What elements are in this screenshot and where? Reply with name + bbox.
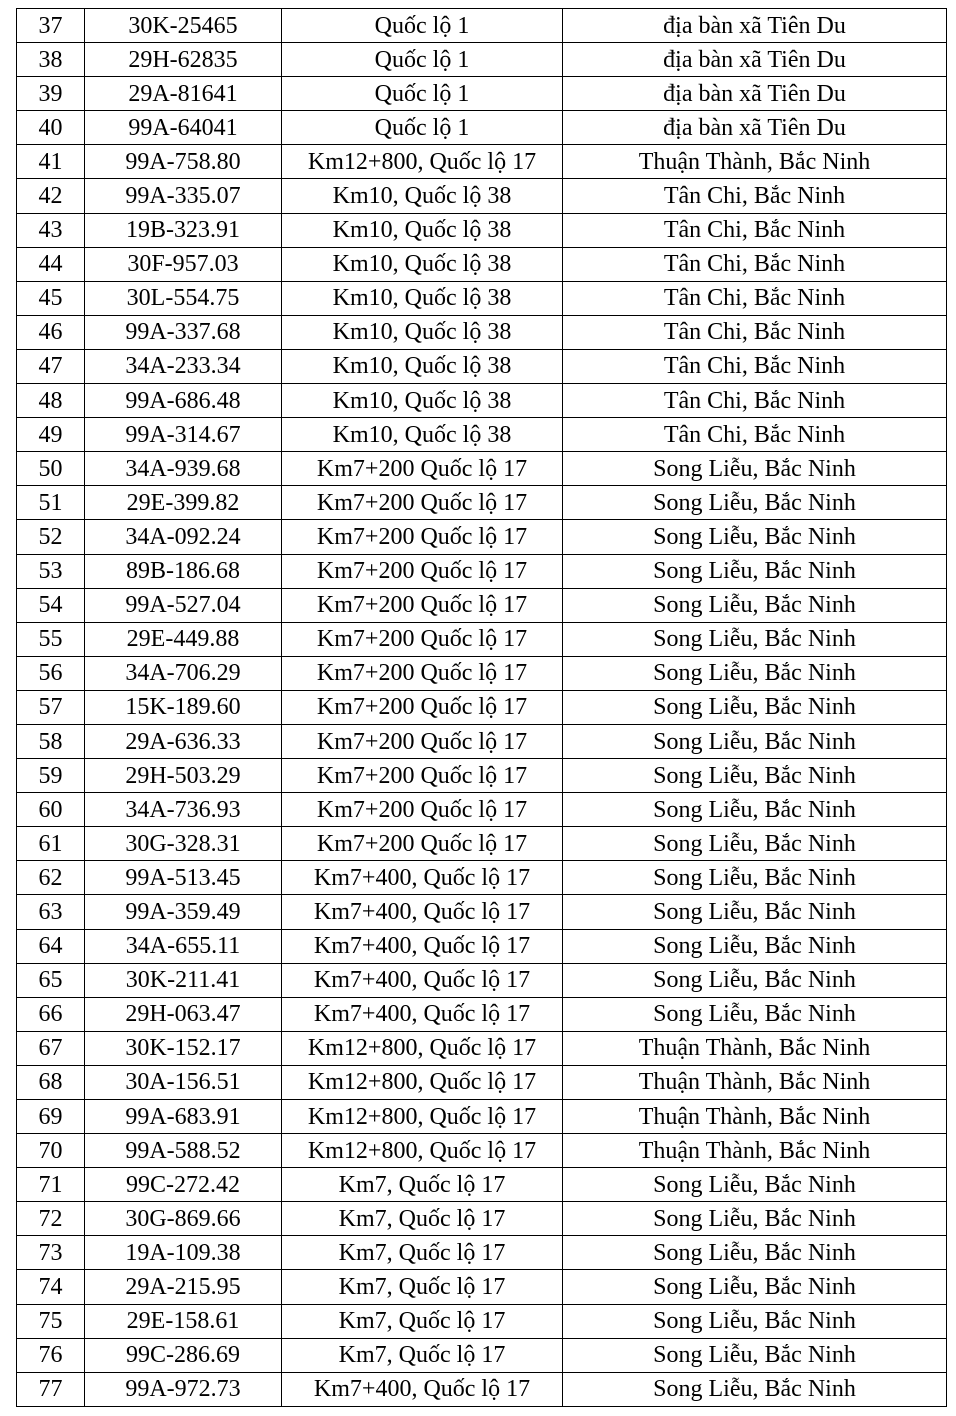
license-plate-cell: 34A-706.29 [85, 656, 282, 690]
location-cell: Km7, Quốc lộ 17 [282, 1236, 563, 1270]
license-plate-cell: 30G-869.66 [85, 1202, 282, 1236]
location-cell: Km7+200 Quốc lộ 17 [282, 724, 563, 758]
location-cell: Km10, Quốc lộ 38 [282, 384, 563, 418]
row-number-cell: 50 [17, 452, 85, 486]
table-row [17, 520, 947, 554]
row-number-cell: 75 [17, 1304, 85, 1338]
row-number-cell: 76 [17, 1338, 85, 1372]
location-cell: Km7+200 Quốc lộ 17 [282, 588, 563, 622]
license-plate-cell: 99C-286.69 [85, 1338, 282, 1372]
row-number-cell: 61 [17, 827, 85, 861]
table-row [17, 77, 947, 111]
area-cell: Tân Chi, Bắc Ninh [563, 315, 947, 349]
table-row [17, 1031, 947, 1065]
row-number-cell: 74 [17, 1270, 85, 1304]
location-cell: Quốc lộ 1 [282, 111, 563, 145]
location-cell: Km10, Quốc lộ 38 [282, 315, 563, 349]
table-row [17, 43, 947, 77]
location-cell: Km12+800, Quốc lộ 17 [282, 1065, 563, 1099]
license-plate-cell: 29H-62835 [85, 43, 282, 77]
location-cell: Km12+800, Quốc lộ 17 [282, 1100, 563, 1134]
area-cell: Thuận Thành, Bắc Ninh [563, 1065, 947, 1099]
table-row [17, 622, 947, 656]
table-row [17, 384, 947, 418]
table-row [17, 1270, 947, 1304]
area-cell: Song Liễu, Bắc Ninh [563, 759, 947, 793]
license-plate-cell: 29E-399.82 [85, 486, 282, 520]
row-number-cell: 72 [17, 1202, 85, 1236]
license-plate-cell: 30G-328.31 [85, 827, 282, 861]
area-cell: Song Liễu, Bắc Ninh [563, 997, 947, 1031]
area-cell: Song Liễu, Bắc Ninh [563, 861, 947, 895]
area-cell: Tân Chi, Bắc Ninh [563, 281, 947, 315]
license-plate-cell: 99A-337.68 [85, 315, 282, 349]
area-cell: Song Liễu, Bắc Ninh [563, 1304, 947, 1338]
location-cell: Km10, Quốc lộ 38 [282, 418, 563, 452]
row-number-cell: 59 [17, 759, 85, 793]
location-cell: Km7+400, Quốc lộ 17 [282, 895, 563, 929]
license-plate-cell: 99A-527.04 [85, 588, 282, 622]
location-cell: Km7, Quốc lộ 17 [282, 1168, 563, 1202]
table-row [17, 1236, 947, 1270]
license-plate-cell: 19B-323.91 [85, 213, 282, 247]
area-cell: Song Liễu, Bắc Ninh [563, 827, 947, 861]
row-number-cell: 69 [17, 1100, 85, 1134]
license-plate-cell: 99A-588.52 [85, 1134, 282, 1168]
area-cell: Song Liễu, Bắc Ninh [563, 1202, 947, 1236]
area-cell: Thuận Thành, Bắc Ninh [563, 1100, 947, 1134]
license-plate-cell: 29E-449.88 [85, 622, 282, 656]
area-cell: Song Liễu, Bắc Ninh [563, 1372, 947, 1406]
row-number-cell: 48 [17, 384, 85, 418]
table-row [17, 1168, 947, 1202]
area-cell: Song Liễu, Bắc Ninh [563, 486, 947, 520]
table-row [17, 827, 947, 861]
location-cell: Km7+400, Quốc lộ 17 [282, 997, 563, 1031]
area-cell: Tân Chi, Bắc Ninh [563, 418, 947, 452]
location-cell: Km7+200 Quốc lộ 17 [282, 759, 563, 793]
location-cell: Km7+400, Quốc lộ 17 [282, 929, 563, 963]
area-cell: Thuận Thành, Bắc Ninh [563, 1031, 947, 1065]
area-cell: Song Liễu, Bắc Ninh [563, 554, 947, 588]
license-plate-cell: 99A-683.91 [85, 1100, 282, 1134]
table-row [17, 486, 947, 520]
table-row [17, 1134, 947, 1168]
row-number-cell: 57 [17, 690, 85, 724]
area-cell: Song Liễu, Bắc Ninh [563, 1168, 947, 1202]
license-plate-cell: 29E-158.61 [85, 1304, 282, 1338]
row-number-cell: 68 [17, 1065, 85, 1099]
area-cell: Song Liễu, Bắc Ninh [563, 1338, 947, 1372]
table-row [17, 1065, 947, 1099]
row-number-cell: 64 [17, 929, 85, 963]
row-number-cell: 53 [17, 554, 85, 588]
table-row [17, 145, 947, 179]
table-row [17, 1304, 947, 1338]
area-cell: Tân Chi, Bắc Ninh [563, 179, 947, 213]
row-number-cell: 77 [17, 1372, 85, 1406]
row-number-cell: 63 [17, 895, 85, 929]
area-cell: Song Liễu, Bắc Ninh [563, 895, 947, 929]
row-number-cell: 40 [17, 111, 85, 145]
row-number-cell: 66 [17, 997, 85, 1031]
area-cell: Song Liễu, Bắc Ninh [563, 793, 947, 827]
license-plate-cell: 29H-063.47 [85, 997, 282, 1031]
license-plate-cell: 30L-554.75 [85, 281, 282, 315]
row-number-cell: 49 [17, 418, 85, 452]
row-number-cell: 58 [17, 724, 85, 758]
license-plate-cell: 99A-64041 [85, 111, 282, 145]
area-cell: Tân Chi, Bắc Ninh [563, 213, 947, 247]
row-number-cell: 65 [17, 963, 85, 997]
location-cell: Km7, Quốc lộ 17 [282, 1304, 563, 1338]
license-plate-cell: 99A-686.48 [85, 384, 282, 418]
row-number-cell: 44 [17, 247, 85, 281]
area-cell: Thuận Thành, Bắc Ninh [563, 145, 947, 179]
license-plate-cell: 34A-736.93 [85, 793, 282, 827]
row-number-cell: 54 [17, 588, 85, 622]
license-plate-cell: 30A-156.51 [85, 1065, 282, 1099]
area-cell: Song Liễu, Bắc Ninh [563, 690, 947, 724]
table-row [17, 213, 947, 247]
license-plate-cell: 99A-314.67 [85, 418, 282, 452]
license-plate-cell: 34A-655.11 [85, 929, 282, 963]
row-number-cell: 43 [17, 213, 85, 247]
license-plate-cell: 30K-211.41 [85, 963, 282, 997]
area-cell: Song Liễu, Bắc Ninh [563, 622, 947, 656]
location-cell: Quốc lộ 1 [282, 9, 563, 43]
row-number-cell: 71 [17, 1168, 85, 1202]
row-number-cell: 41 [17, 145, 85, 179]
license-plate-cell: 34A-939.68 [85, 452, 282, 486]
table-row [17, 281, 947, 315]
table-row [17, 1372, 947, 1406]
license-plate-cell: 99A-335.07 [85, 179, 282, 213]
license-plate-cell: 99A-758.80 [85, 145, 282, 179]
location-cell: Km7+200 Quốc lộ 17 [282, 452, 563, 486]
license-plate-cell: 19A-109.38 [85, 1236, 282, 1270]
row-number-cell: 46 [17, 315, 85, 349]
location-cell: Km12+800, Quốc lộ 17 [282, 145, 563, 179]
row-number-cell: 51 [17, 486, 85, 520]
area-cell: Thuận Thành, Bắc Ninh [563, 1134, 947, 1168]
area-cell: Tân Chi, Bắc Ninh [563, 349, 947, 383]
location-cell: Km10, Quốc lộ 38 [282, 179, 563, 213]
row-number-cell: 37 [17, 9, 85, 43]
table-row [17, 929, 947, 963]
area-cell: Song Liễu, Bắc Ninh [563, 656, 947, 690]
area-cell: Song Liễu, Bắc Ninh [563, 724, 947, 758]
table-row [17, 997, 947, 1031]
table-row [17, 690, 947, 724]
row-number-cell: 73 [17, 1236, 85, 1270]
table-row [17, 247, 947, 281]
location-cell: Km7, Quốc lộ 17 [282, 1202, 563, 1236]
area-cell: địa bàn xã Tiên Du [563, 111, 947, 145]
location-cell: Km7, Quốc lộ 17 [282, 1338, 563, 1372]
location-cell: Km7+200 Quốc lộ 17 [282, 554, 563, 588]
license-plate-cell: 29A-81641 [85, 77, 282, 111]
license-plate-cell: 99A-972.73 [85, 1372, 282, 1406]
row-number-cell: 70 [17, 1134, 85, 1168]
area-cell: địa bàn xã Tiên Du [563, 9, 947, 43]
area-cell: Song Liễu, Bắc Ninh [563, 452, 947, 486]
location-cell: Km7+200 Quốc lộ 17 [282, 827, 563, 861]
location-cell: Km10, Quốc lộ 38 [282, 213, 563, 247]
license-plate-cell: 15K-189.60 [85, 690, 282, 724]
table-row [17, 724, 947, 758]
table-row [17, 656, 947, 690]
location-cell: Km10, Quốc lộ 38 [282, 247, 563, 281]
table-row [17, 1338, 947, 1372]
location-cell: Quốc lộ 1 [282, 77, 563, 111]
row-number-cell: 47 [17, 349, 85, 383]
location-cell: Km10, Quốc lộ 38 [282, 281, 563, 315]
license-plate-cell: 89B-186.68 [85, 554, 282, 588]
area-cell: Song Liễu, Bắc Ninh [563, 929, 947, 963]
location-cell: Km7+400, Quốc lộ 17 [282, 1372, 563, 1406]
row-number-cell: 45 [17, 281, 85, 315]
table-row [17, 179, 947, 213]
license-plate-cell: 30K-152.17 [85, 1031, 282, 1065]
table-row [17, 418, 947, 452]
license-plate-cell: 29H-503.29 [85, 759, 282, 793]
violation-table [16, 8, 947, 1407]
row-number-cell: 56 [17, 656, 85, 690]
area-cell: địa bàn xã Tiên Du [563, 43, 947, 77]
area-cell: Song Liễu, Bắc Ninh [563, 520, 947, 554]
row-number-cell: 42 [17, 179, 85, 213]
license-plate-cell: 29A-215.95 [85, 1270, 282, 1304]
location-cell: Km12+800, Quốc lộ 17 [282, 1134, 563, 1168]
area-cell: Song Liễu, Bắc Ninh [563, 1236, 947, 1270]
table-row [17, 1100, 947, 1134]
location-cell: Km7+200 Quốc lộ 17 [282, 793, 563, 827]
location-cell: Km7+200 Quốc lộ 17 [282, 690, 563, 724]
area-cell: Song Liễu, Bắc Ninh [563, 1270, 947, 1304]
location-cell: Km10, Quốc lộ 38 [282, 349, 563, 383]
table-row [17, 588, 947, 622]
license-plate-cell: 34A-233.34 [85, 349, 282, 383]
area-cell: Tân Chi, Bắc Ninh [563, 384, 947, 418]
license-plate-cell: 29A-636.33 [85, 724, 282, 758]
location-cell: Km7+200 Quốc lộ 17 [282, 622, 563, 656]
location-cell: Km7, Quốc lộ 17 [282, 1270, 563, 1304]
table-row [17, 452, 947, 486]
location-cell: Km7+400, Quốc lộ 17 [282, 963, 563, 997]
location-cell: Km7+400, Quốc lộ 17 [282, 861, 563, 895]
row-number-cell: 52 [17, 520, 85, 554]
row-number-cell: 39 [17, 77, 85, 111]
location-cell: Km12+800, Quốc lộ 17 [282, 1031, 563, 1065]
area-cell: Song Liễu, Bắc Ninh [563, 963, 947, 997]
license-plate-cell: 34A-092.24 [85, 520, 282, 554]
location-cell: Km7+200 Quốc lộ 17 [282, 520, 563, 554]
table-row [17, 793, 947, 827]
area-cell: địa bàn xã Tiên Du [563, 77, 947, 111]
location-cell: Quốc lộ 1 [282, 43, 563, 77]
table-row [17, 315, 947, 349]
license-plate-cell: 99A-359.49 [85, 895, 282, 929]
area-cell: Tân Chi, Bắc Ninh [563, 247, 947, 281]
license-plate-cell: 30K-25465 [85, 9, 282, 43]
table-row [17, 963, 947, 997]
location-cell: Km7+200 Quốc lộ 17 [282, 656, 563, 690]
table-row [17, 554, 947, 588]
table-body [17, 9, 947, 1407]
table-row [17, 861, 947, 895]
table-row [17, 111, 947, 145]
row-number-cell: 67 [17, 1031, 85, 1065]
table-row [17, 895, 947, 929]
row-number-cell: 55 [17, 622, 85, 656]
license-plate-cell: 99C-272.42 [85, 1168, 282, 1202]
table-row [17, 9, 947, 43]
row-number-cell: 38 [17, 43, 85, 77]
row-number-cell: 60 [17, 793, 85, 827]
table-row [17, 1202, 947, 1236]
table-row [17, 349, 947, 383]
area-cell: Song Liễu, Bắc Ninh [563, 588, 947, 622]
table-row [17, 759, 947, 793]
location-cell: Km7+200 Quốc lộ 17 [282, 486, 563, 520]
license-plate-cell: 30F-957.03 [85, 247, 282, 281]
row-number-cell: 62 [17, 861, 85, 895]
license-plate-cell: 99A-513.45 [85, 861, 282, 895]
